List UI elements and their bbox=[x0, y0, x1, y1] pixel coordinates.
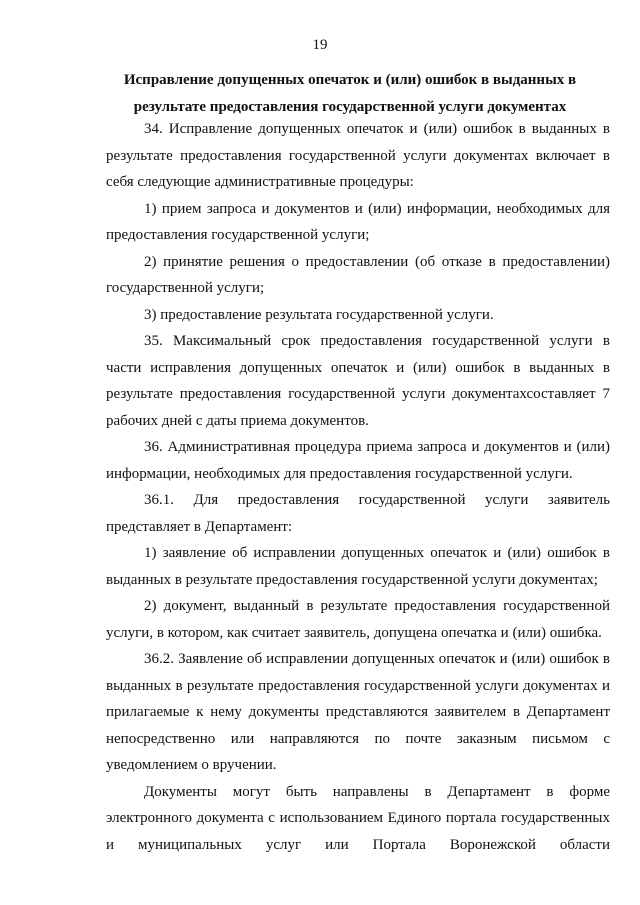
paragraph-36: 36. Административная процедура приема запроса и документов и (или) информации, необходимых для предоставления государственной услуги. bbox=[106, 439, 610, 482]
page-number: 19 bbox=[312, 37, 328, 53]
paragraph-35: 35. Максимальный срок предоставления государственной услуги в части исправления допущенных опечаток и (или) ошибок в выданных в результате предоставления государственной услуги документахсоставляет 7 рабочих дней с даты приема документов. bbox=[106, 333, 610, 429]
paragraph-34: 34. Исправление допущенных опечаток и (или) ошибок в выданных в результате предоставления государственной услуги документах включает в себя следующие административные процедуры: bbox=[106, 121, 610, 190]
section-heading: Исправление допущенных опечаток и (или) ошибок в выданных в результате предоставления государственной услуги документах bbox=[123, 72, 577, 115]
paragraph-documents-delivery: Документы могут быть направлены в Департамент в форме электронного документа с использованием Единого портала государственных и муниципальных услуг или Портала Воронежской области bbox=[106, 783, 610, 853]
paragraph-36-1-item-1: 1) заявление об исправлении допущенных опечаток и (или) ошибок в выданных в результате предоставления государственной услуги документах; bbox=[106, 545, 610, 588]
paragraph-36-2: 36.2. Заявление об исправлении допущенных опечаток и (или) ошибок в выданных в результате предоставления государственной услуги документах и прилагаемые к нему документы представляются заявителем в Департамент непосредственно или направляются по почте заказным письмом с уведомлением о вручении. bbox=[106, 651, 610, 773]
paragraph-36-1-item-2: 2) документ, выданный в результате предоставления государственной услуги, в котором, как считает заявитель, допущена опечатка и (или) ошибка. bbox=[106, 598, 610, 641]
paragraph-36-1: 36.1. Для предоставления государственной услуги заявитель представляет в Департамент: bbox=[106, 492, 610, 535]
paragraph-34-item-2: 2) принятие решения о предоставлении (об отказе в предоставлении) государственной услуги; bbox=[106, 253, 610, 296]
paragraph-34-item-1: 1) прием запроса и документов и (или) информации, необходимых для предоставления государственной услуги; bbox=[106, 200, 610, 243]
document-body bbox=[106, 116, 610, 858]
paragraph-34-item-3: 3) предоставление результата государственной услуги. bbox=[144, 306, 494, 323]
